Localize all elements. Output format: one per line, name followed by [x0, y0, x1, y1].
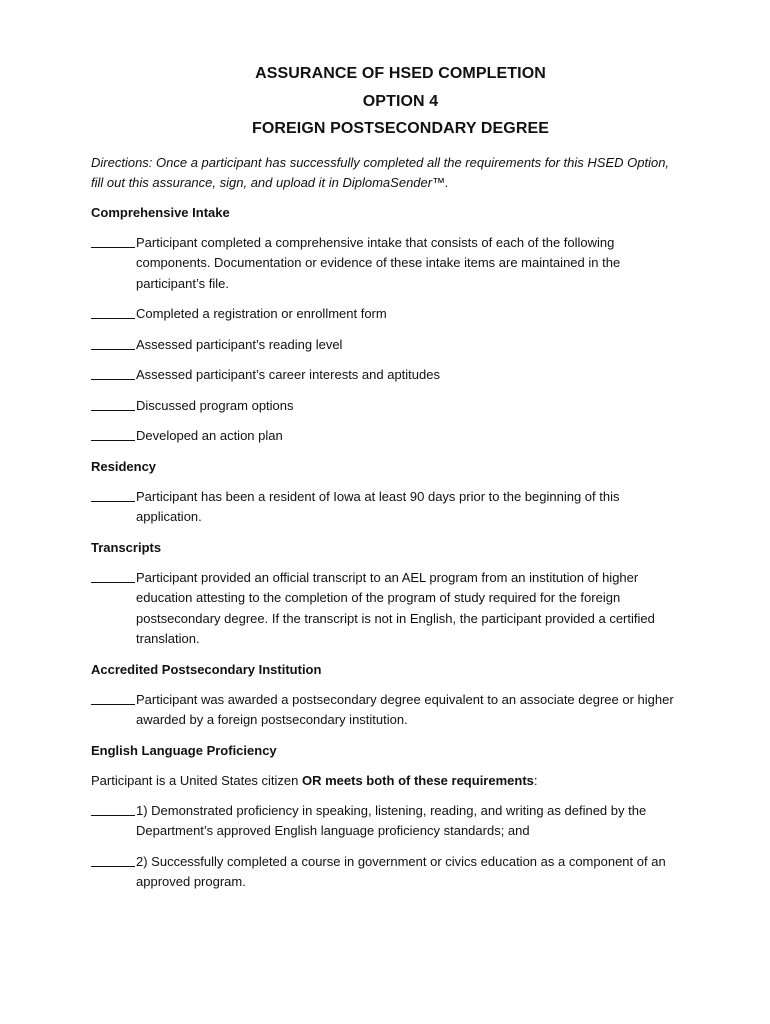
checklist-item-accredited	[91, 690, 681, 731]
checklist-item-english-2	[91, 852, 681, 893]
checklist-item-text: Participant provided an official transcript to an AEL program from an institution of higher education attesting to the completion of the program of study required for the foreign postsecondary degree. If the transcript is not in English, the participant provided a certified translation.	[136, 569, 655, 646]
checklist-item-intake-4	[91, 365, 681, 386]
checklist-item-text: Developed an action plan	[136, 428, 283, 443]
checklist-item-text: 2) Successfully completed a course in government or civics education as a component of an approved program.	[136, 853, 666, 889]
document-title	[0, 60, 770, 143]
checklist-item-text: Participant was awarded a postsecondary degree equivalent to an associate degree or higher awarded by a foreign postsecondary institution.	[136, 691, 674, 727]
title-line-1: ASSURANCE OF HSED COMPLETION	[255, 65, 546, 82]
section-heading-intake: Comprehensive Intake	[91, 204, 230, 220]
checkmark-blank-line[interactable]	[91, 365, 135, 380]
checkmark-blank-line[interactable]	[91, 487, 135, 502]
english-intro-start: Participant is a United States citizen	[91, 772, 302, 788]
checklist-item-intake-1	[91, 233, 681, 295]
checklist-item-text: Participant completed a comprehensive intake that consists of each of the following components. Documentation or evidence of these intake items are maintained in the participant’s file.	[136, 234, 621, 291]
checklist-item-text: Participant has been a resident of Iowa at least 90 days prior to the beginning of this application.	[136, 488, 620, 524]
checklist-item-intake-2	[91, 304, 681, 325]
checklist-item-intake-5	[91, 396, 681, 417]
english-intro	[91, 771, 710, 791]
checklist-item-transcripts	[91, 568, 681, 650]
checkmark-blank-line[interactable]	[91, 690, 135, 705]
checkmark-blank-line[interactable]	[91, 396, 135, 411]
checklist-item-text: Completed a registration or enrollment form	[136, 306, 387, 321]
checklist-item-text: Assessed participant’s reading level	[136, 336, 343, 352]
checklist-item-english-1	[91, 801, 681, 842]
checkmark-blank-line[interactable]	[91, 852, 135, 867]
directions-text: Directions: Once a participant has successfully completed all the requirements for this HSED Option, fill out this assurance, sign, and upload it in DiplomaSender™.	[91, 154, 670, 190]
checklist-item-intake-6	[91, 426, 681, 447]
checklist-item-intake-3	[91, 335, 681, 356]
section-heading-english: English Language Proficiency	[91, 742, 277, 758]
checkmark-blank-line[interactable]	[91, 568, 135, 583]
section-heading-accredited: Accredited Postsecondary Institution	[91, 661, 322, 677]
checkmark-blank-line[interactable]	[91, 304, 135, 319]
title-line-2: OPTION 4	[362, 92, 439, 110]
checklist-item-text: Assessed participant’s career interests and aptitudes	[136, 367, 440, 382]
section-heading-transcripts: Transcripts	[91, 539, 162, 555]
checkmark-blank-line[interactable]	[91, 335, 135, 350]
english-intro-end: :	[533, 772, 538, 788]
checkmark-blank-line[interactable]	[91, 233, 135, 248]
checklist-item-text: 1) Demonstrated proficiency in speaking, listening, reading, and writing as defined by the Department’s approved English language proficiency standards; and	[136, 802, 647, 838]
checkmark-blank-line[interactable]	[91, 801, 135, 816]
english-intro-bold: OR meets both of these requirements	[302, 772, 534, 788]
checkmark-blank-line[interactable]	[91, 426, 135, 441]
checklist-item-text: Discussed program options	[136, 397, 294, 413]
title-line-3: FOREIGN POSTSECONDARY DEGREE	[251, 120, 550, 137]
checklist-item-residency	[91, 487, 681, 528]
section-heading-residency: Residency	[91, 458, 157, 474]
